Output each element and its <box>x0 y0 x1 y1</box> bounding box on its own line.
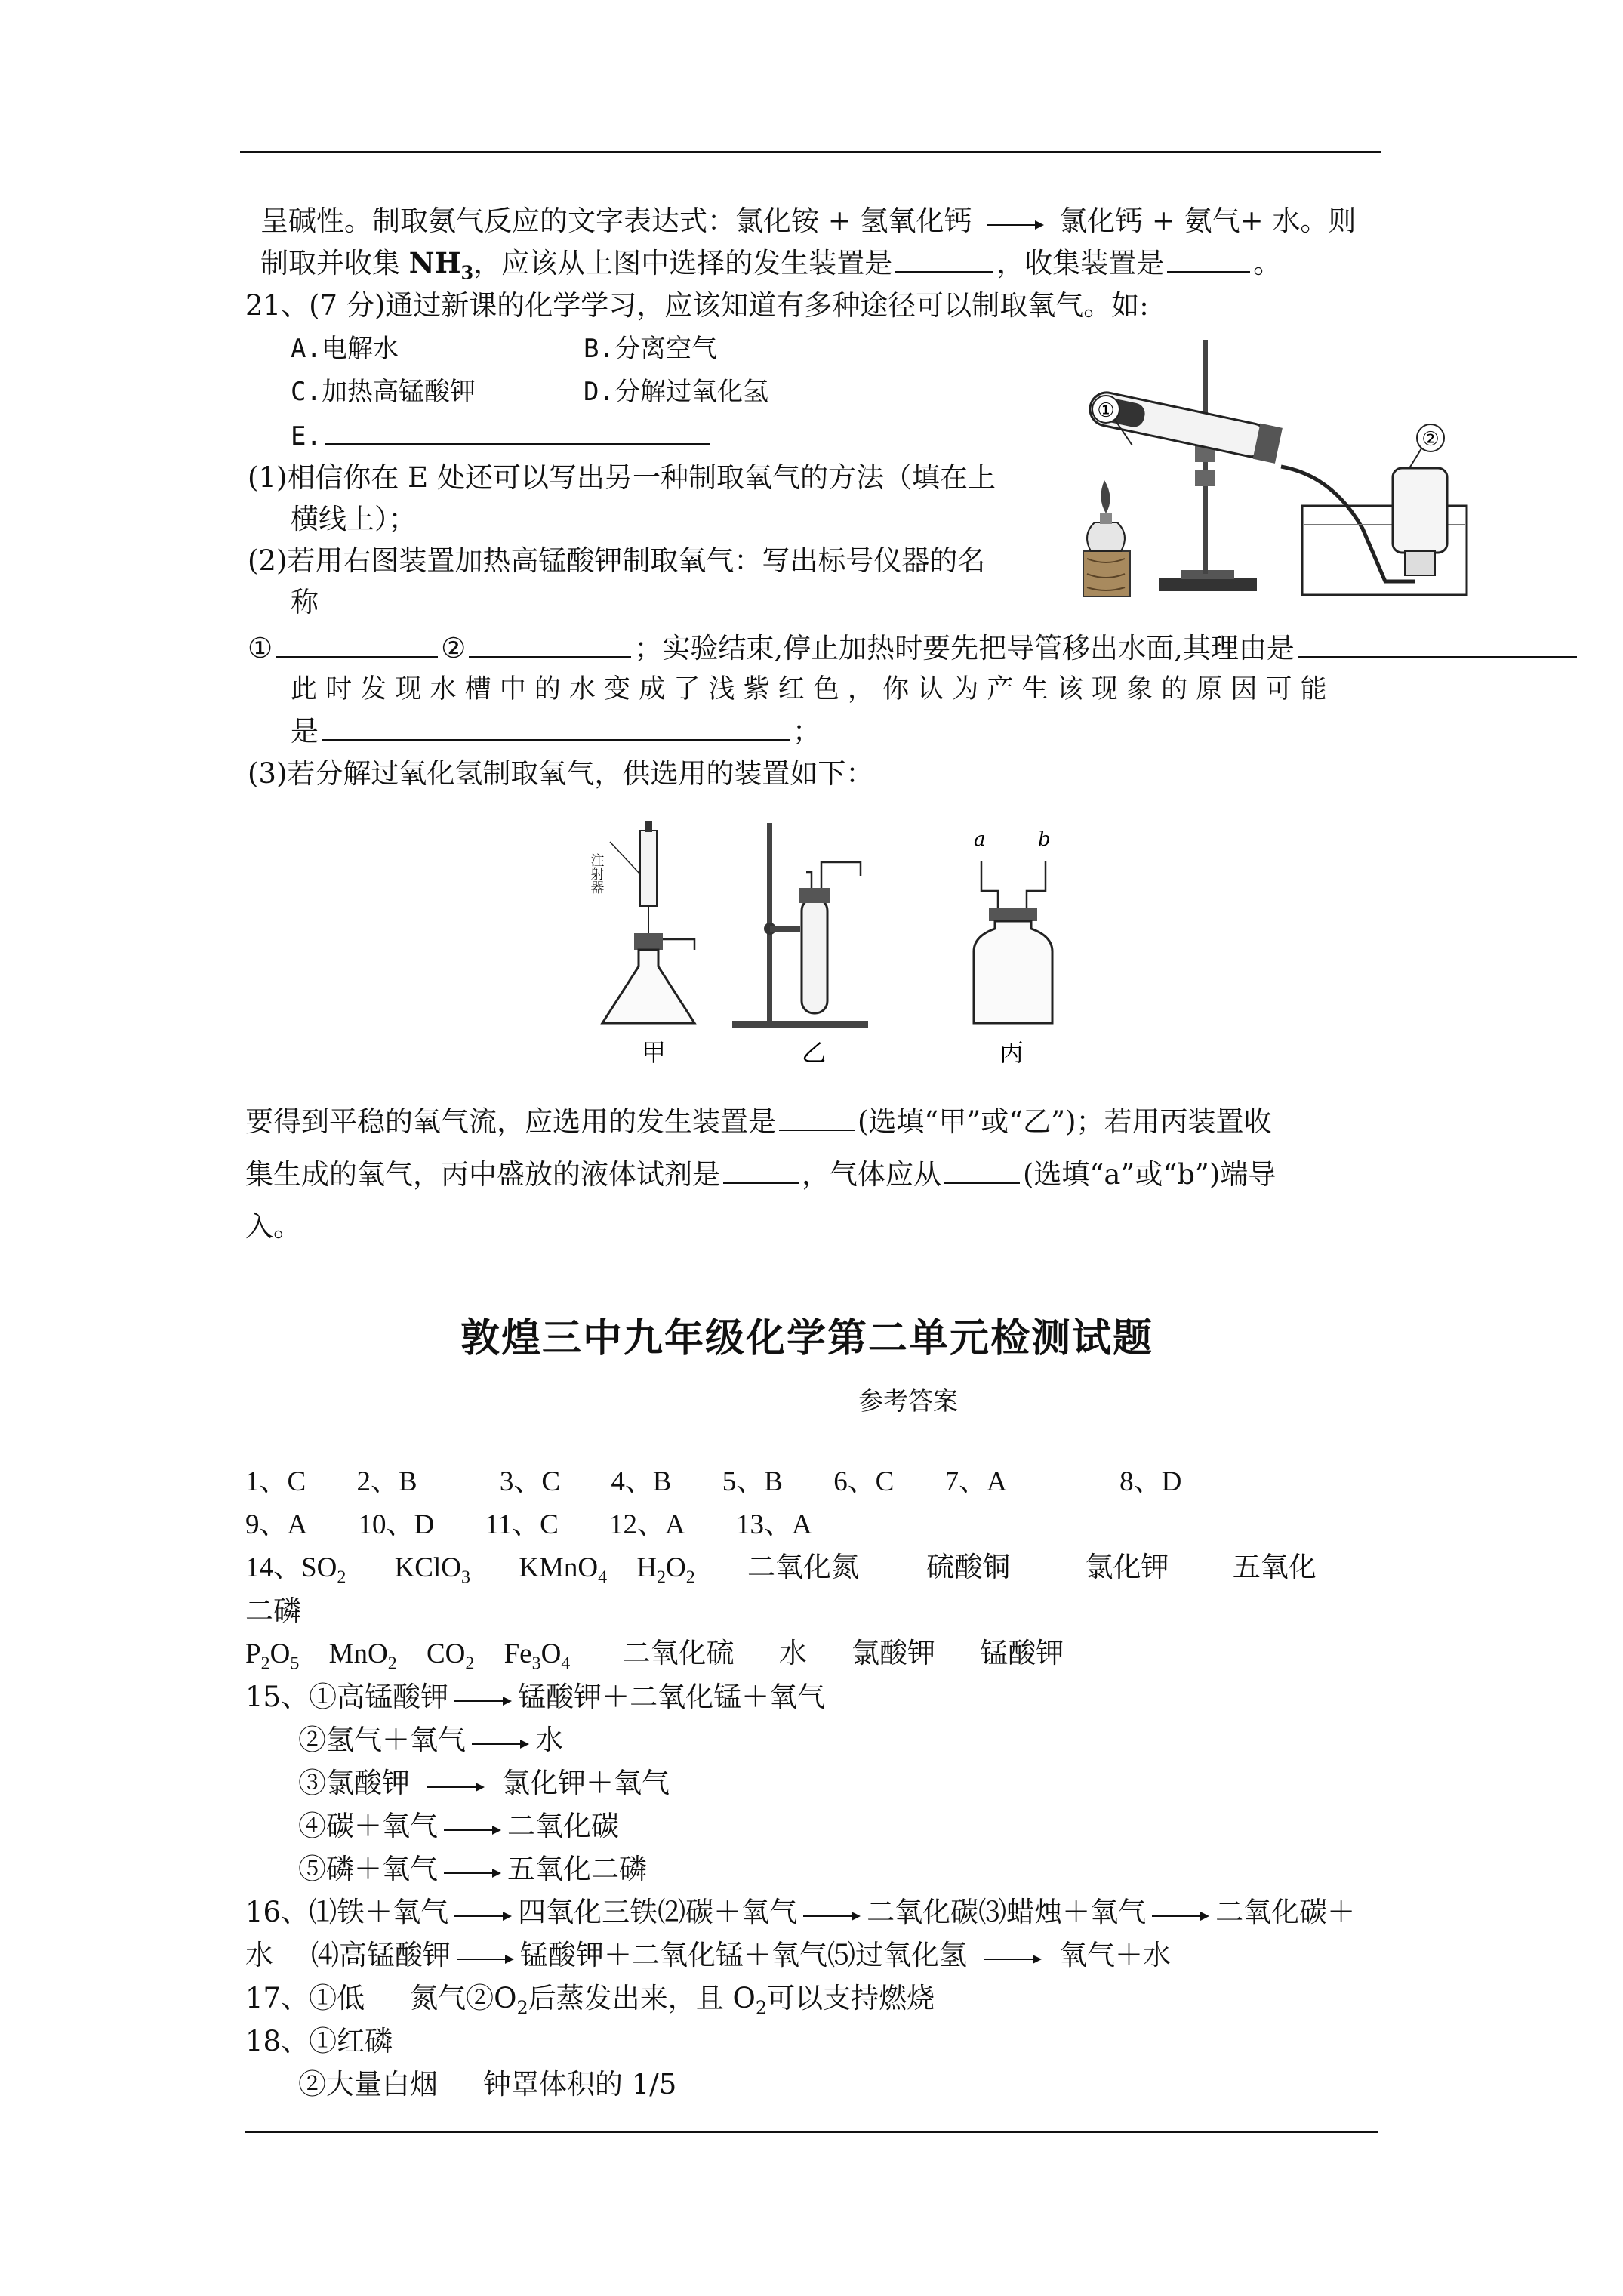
test-tube-yi <box>802 898 827 1013</box>
stand-base <box>1159 578 1257 591</box>
q21-ask-3: 入。 <box>245 1210 301 1243</box>
answer-blank[interactable] <box>325 416 710 445</box>
answers-row-1: 1、C 2、B 3、C 4、B 5、B 6、C 7、A 8、D <box>245 1466 1182 1497</box>
answer-14-line-3: $P_2O_5$ MnO$_2$ $CO_2$ $Fe_3O_4$ 二氧化硫 水 氯酸钾 锰酸钾 <box>245 1638 1064 1674</box>
q21-option-c: C.加热高锰酸钾 <box>291 377 476 407</box>
q21-option-b: B.分离空气 <box>584 334 717 364</box>
answer-blank[interactable] <box>322 712 790 741</box>
q21-ask-2: 集生成的氧气，丙中盛放的液体试剂是 ，气体应从 (选填“a”或“b”)端导 <box>245 1155 1276 1194</box>
q21-part2-c: ① ② ；实验结束,停止加热时要先把导管移出水面,其理由是 <box>248 629 1580 667</box>
answer-17: 17、①低 氮气$②O_2$后蒸发出来，且 $O_2$可以支持燃烧 <box>245 1982 935 2019</box>
reaction-arrow <box>442 1864 503 1879</box>
answer-blank[interactable] <box>1167 244 1250 273</box>
q21-part2-b: 称 <box>291 586 319 618</box>
h2o2-apparatus-figure <box>581 815 1095 1072</box>
answer-subtitle: 参考答案 <box>858 1386 958 1416</box>
wash-bottle <box>974 921 1052 1023</box>
answer-blank[interactable] <box>723 1155 799 1184</box>
label-b: b <box>1038 828 1051 851</box>
q21-part3: (3)若分解过氧化氢制取氧气，供选用的装置如下： <box>248 757 874 790</box>
answer-15-5: ⑤磷＋氧气 五氧化二磷 <box>298 1853 647 1885</box>
kmno4-apparatus-figure <box>1061 332 1468 612</box>
label-yi: 乙 <box>802 1038 827 1067</box>
reaction-arrow <box>470 1735 531 1750</box>
footer-rule <box>245 2131 1378 2133</box>
q21-part1-a: (1)相信你在 E 处还可以写出另一种制取氧气的方法（填在上 <box>248 461 996 494</box>
label-a: a <box>974 828 986 851</box>
answer-18-2: ②大量白烟 钟罩体积的 1/5 <box>298 2068 677 2100</box>
reaction-arrow <box>1150 1907 1211 1922</box>
reaction-arrow <box>414 1778 497 1793</box>
answers-row-2: 9、A 10、D 11、C 12、A 13、A <box>245 1509 812 1540</box>
header-rule <box>240 151 1381 153</box>
reaction-arrow <box>985 216 1046 231</box>
answer-blank[interactable] <box>469 629 631 658</box>
conical-flask <box>602 950 694 1023</box>
answer-blank[interactable] <box>276 629 438 658</box>
syringe <box>640 831 657 906</box>
q21-option-e: E. <box>291 416 713 455</box>
reaction-arrow <box>442 1821 503 1836</box>
answer-16-line-1: 16、⑴铁＋氧气 四氧化三铁⑵碳＋氧气 二氧化碳⑶蜡烛＋氧气 二氧化碳＋ <box>245 1896 1356 1928</box>
flame <box>1101 480 1110 513</box>
q20-line-1: 呈碱性。制取氨气反应的文字表达式：氯化铵 + 氢氧化钙 氯化钙 + 氨气+ 水。则 <box>260 205 1357 237</box>
q21-option-a: A.电解水 <box>291 334 399 364</box>
answer-18-1: 18、①红磷 <box>245 2025 393 2057</box>
answer-title: 敦煌三中九年级化学第二单元检测试题 <box>460 1315 1154 1361</box>
q21-part2-e: 是 ； <box>291 712 821 750</box>
label-1: ① <box>1097 399 1115 422</box>
q21-part2-a: (2)若用右图装置加热高锰酸钾制取氧气：写出标号仪器的名 <box>248 544 986 577</box>
reaction-arrow <box>453 1907 513 1922</box>
q21-part2-d: 此 时 发 现 水 槽 中 的 水 变 成 了 浅 紫 红 色 ， 你 认 为 产 生 该 现 象 的 原 因 可 能 <box>291 674 1327 704</box>
answer-15-4: ④碳＋氧气 二氧化碳 <box>298 1810 619 1842</box>
stand-base-yi <box>732 1021 868 1028</box>
q20-line-2: 制取并收集 $NH_3$，应该从上图中选择的发生装置是 ，收集装置是 。 <box>260 244 1281 291</box>
syringe-label: 注射器 <box>588 853 605 894</box>
alcohol-lamp <box>1087 522 1125 551</box>
collection-bottle <box>1393 468 1447 553</box>
answer-15-1: 15、①高锰酸钾 锰酸钾＋二氧化锰＋氧气 <box>245 1681 826 1713</box>
answer-blank[interactable] <box>1298 629 1577 658</box>
answer-16-line-2: 水 ⑷高锰酸钾 锰酸钾＋二氧化锰＋氧气⑸过氧化氢 氧气＋水 <box>245 1939 1171 1971</box>
q21-header: 21、(7 分)通过新课的化学学习，应该知道有多种途径可以制取氧气。如: <box>245 289 1149 322</box>
reaction-arrow <box>972 1950 1055 1965</box>
answer-blank[interactable] <box>779 1102 855 1131</box>
answer-14-line-1: 14、$SO_2$ KClO$_3$ KMnO$_4$ $H_2O_2$ 二氧化氮 硫酸铜 氯化钾 五氧化 <box>245 1552 1317 1588</box>
q21-part1-b: 横线上）； <box>291 503 417 535</box>
answer-blank[interactable] <box>944 1155 1020 1184</box>
answer-15-2: ②氢气＋氧气 水 <box>298 1724 563 1756</box>
answer-blank[interactable] <box>895 244 993 273</box>
reaction-arrow <box>453 1692 513 1707</box>
q21-option-d: D.分解过氧化氢 <box>584 377 768 407</box>
answer-15-3: ③氯酸钾 氯化钾＋氧气 <box>298 1767 670 1799</box>
reaction-arrow <box>802 1907 862 1922</box>
reaction-arrow <box>455 1950 516 1965</box>
label-2: ② <box>1421 428 1440 451</box>
label-jia: 甲 <box>642 1038 667 1067</box>
answer-14-line-2: 二磷 <box>245 1595 301 1627</box>
q21-ask-1: 要得到平稳的氧气流，应选用的发生装置是 (选填“甲”或“乙”)；若用丙装置收 <box>245 1102 1272 1141</box>
label-bing: 丙 <box>999 1038 1024 1067</box>
